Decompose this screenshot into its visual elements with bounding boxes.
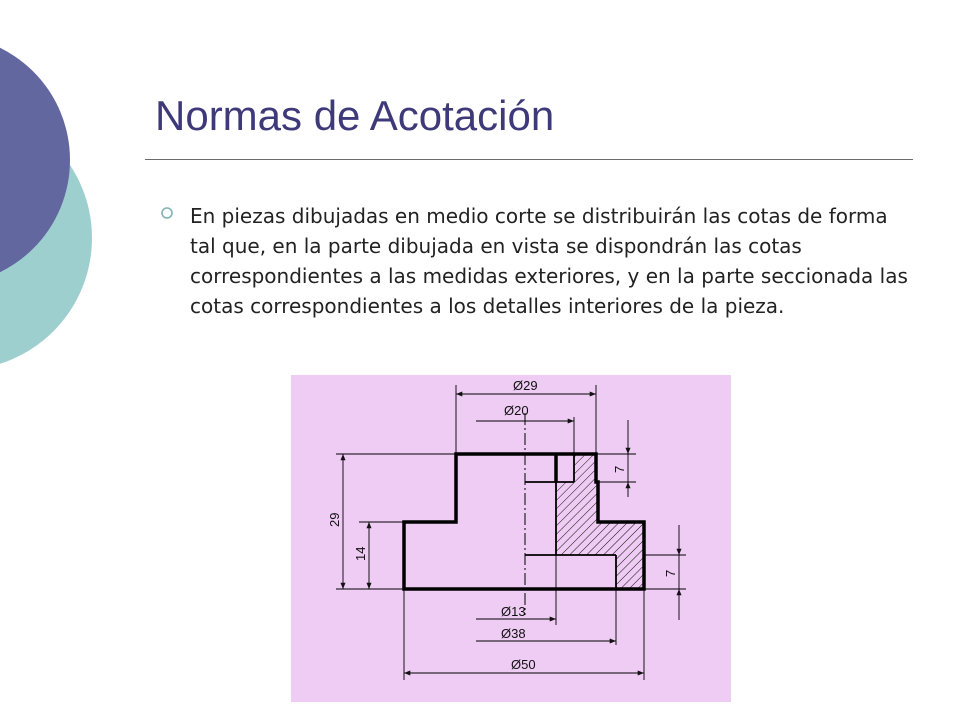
dim-h14: 14 bbox=[353, 546, 368, 561]
dim-d29: Ø29 bbox=[513, 378, 538, 393]
dim-h7-top: 7 bbox=[612, 465, 627, 473]
dim-d38: Ø38 bbox=[501, 626, 526, 641]
bullet-text: En piezas dibujadas en medio corte se distribuirán las cotas de forma tal que, en la parte dibujada en vista se dispondrán las cotas correspondientes a las medidas exteriores, y en la parte seccionada las cotas correspondientes a los detalles interiores de la pieza. bbox=[190, 204, 908, 318]
section-hatch-top bbox=[574, 454, 596, 482]
dim-d20: Ø20 bbox=[504, 403, 529, 418]
dim-d50: Ø50 bbox=[511, 657, 536, 672]
bullet-icon bbox=[160, 206, 174, 220]
title-divider bbox=[145, 159, 913, 160]
section-drawing bbox=[291, 375, 731, 702]
section-hatch-bottom bbox=[616, 555, 644, 589]
dim-h29: 29 bbox=[327, 512, 342, 527]
drawing-background bbox=[291, 375, 731, 702]
dim-h7-bottom: 7 bbox=[663, 569, 678, 577]
dim-d13: Ø13 bbox=[501, 604, 526, 619]
decorative-circles bbox=[0, 0, 120, 400]
slide-title: Normas de Acotación bbox=[155, 92, 555, 139]
